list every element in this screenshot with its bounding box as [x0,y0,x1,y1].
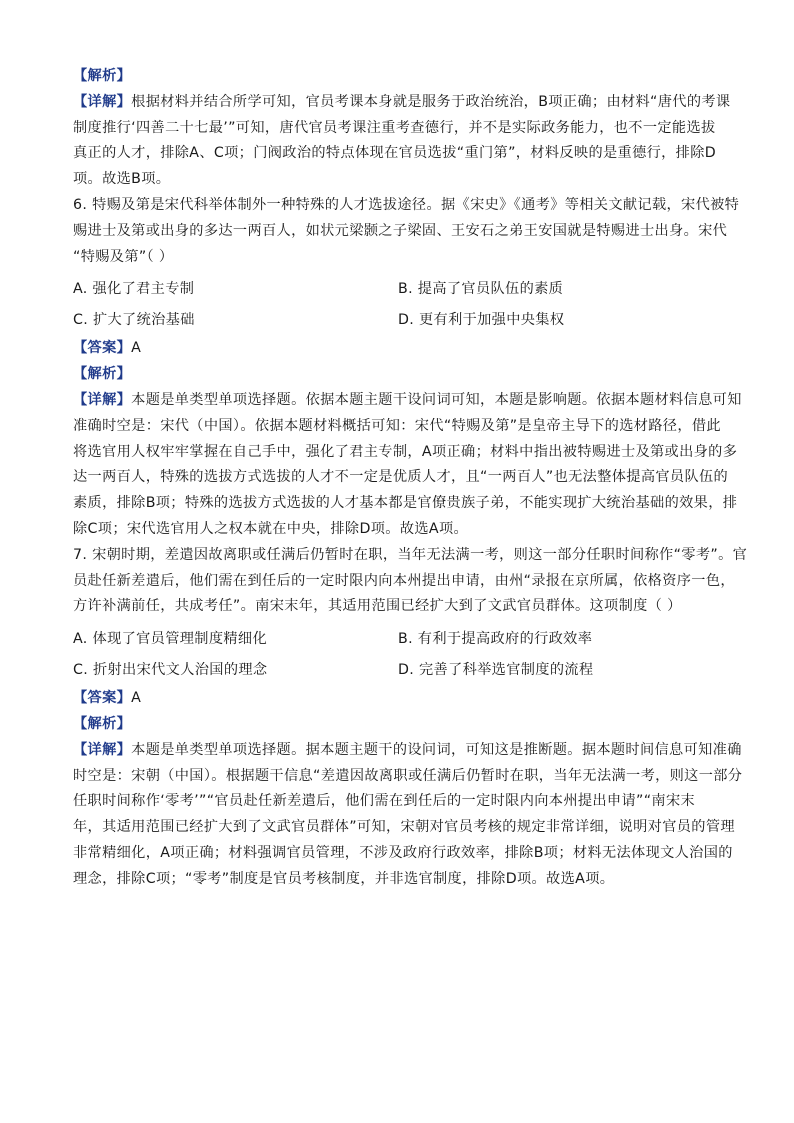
q7-option-c: C. 折射出宋代文人治国的理念 [73,662,268,679]
q6-detail-line-5: 素质，排除B项；特殊的选拔方式选拔的人才基本都是官僚贵族子弟，不能实现扩大统治基础的效果，排 [73,495,738,512]
q7-answer-value: A [131,690,142,707]
q6-stem-line-2: 赐进士及第或出身的多达一两百人，如状元梁颢之子梁固、王安石之弟王安国就是特赐进士出身。宋代 [73,222,728,239]
q7-detail-line-3: 任职时间称作‘零考’”“官员赴任新差遣后，他们需在到任后的一定时限内向本州提出申请”“南宋末 [73,793,696,810]
q6-option-d: D. 更有利于加强中央集权 [398,312,565,329]
q7-option-d: D. 完善了科举选官制度的流程 [398,662,594,679]
q7-detail-line-4: 年，其适用范围已经扩大到了文武官员群体”可知，宋朝对官员考核的规定非常详细，说明对官员的管理 [73,819,735,836]
q7-stem-line-3: 方许补满前任，共成考任”。南宋末年，其适用范围已经扩大到了文武官员群体。这项制度（ ） [73,598,682,615]
q7-detail-line-2: 时空是：宋朝（中国）。根据题干信息“差遣因故离职或任满后仍暂时在职，当年无法满一考，则这一部分 [73,767,743,784]
q7-option-a: A. 体现了官员管理制度精细化 [73,631,267,648]
q6-detail-tag: 【详解】 [73,391,132,408]
q5-analysis-heading: 【解析】 [73,68,132,84]
q7-detail-tag: 【详解】 [73,741,132,758]
q7-options-row-2 [73,655,723,686]
q6-option-b: B. 提高了官员队伍的素质 [398,281,564,298]
q7-stem-line-1: 7. 宋朝时期，差遣因故离职或任满后仍暂时在职，当年无法满一考，则这一部分任职时间称作“零考”。官 [73,546,748,563]
q6-options-row-2 [73,305,723,336]
q6-detail-line-4: 达一两百人，特殊的选拔方式选拔的人才不一定是优质人才，且“一两百人”也无法整体提高官员队伍的 [73,469,729,486]
q7-option-b: B. 有利于提高政府的行政效率 [398,631,593,648]
q5-detail-line-3: 真正的人才，排除A、C项；门阀政治的特点体现在官员选拔“重门第”，材料反映的是重德行，排除D [73,145,717,162]
q6-stem-line-3: “特赐及第”（ ） [73,248,174,265]
q7-answer [73,686,723,712]
q6-detail-line-2: 准确时空是：宋代（中国）。依据本题材料概括可知：宋代“特赐及第”是皇帝主导下的选材路径，借此 [73,417,721,434]
q7-stem-line-2: 员赴任新差遣后，他们需在到任后的一定时限内向本州提出申请，由州“录报在京所属，依格资序一色， [73,572,735,589]
q6-answer-value: A [131,340,142,357]
q7-analysis-heading: 【解析】 [73,715,132,732]
q6-stem-line-1: 6. 特赐及第是宋代科举体制外一种特殊的人才选拔途径。据《宋史》《通考》等相关文献记载，宋代被特 [73,196,740,213]
document-page [73,64,748,893]
q6-detail-line-6: 除C项；宋代选官用人之权本就在中央，排除D项。故选A项。 [73,520,469,537]
q6-answer-tag: 【答案】 [73,340,132,357]
q7-detail-line-5: 非常精细化，A项正确；材料强调官员管理，不涉及政府行政效率，排除B项；材料无法体现文人治国的 [73,844,733,861]
q5-detail-tag: 【详解】 [73,93,132,110]
q6-analysis-heading: 【解析】 [73,366,132,383]
q5-detail-line-2: 制度推行‘四善二十七最’”可知，唐代官员考课注重考查德行，并不是实际政务能力，也不一定能选拔 [73,119,716,136]
q6-option-c: C. 扩大了统治基础 [73,312,195,329]
q7-detail-line-1: 【详解】本题是单类型单项选择题。据本题主题干的设问词，可知这是推断题。据本题时间信息可知准确 [73,741,742,758]
q6-answer [73,336,723,362]
q6-options-row-1 [73,274,723,305]
q7-detail-line-6: 理念，排除C项；“零考”制度是官员考核制度，并非选官制度，排除D项。故选A项。 [73,870,615,887]
q6-detail-line-1: 【详解】本题是单类型单项选择题。依据本题主题干设问词可知，本题是影响题。依据本题材料信息可知 [73,391,742,408]
q5-detail-line-1: 【详解】根据材料并结合所学可知，官员考课本身就是服务于政治统治，B项正确；由材料“唐代的考课 [73,93,731,110]
q5-detail-line-4: 项。故选B项。 [73,171,171,188]
q6-detail-line-3: 将选官用人权牢牢掌握在自己手中，强化了君主专制，A项正确；材料中指出被特赐进士及第或出身的多 [73,443,738,460]
q7-answer-tag: 【答案】 [73,690,132,707]
q7-options-row-1 [73,624,723,655]
q6-option-a: A. 强化了君主专制 [73,281,195,298]
